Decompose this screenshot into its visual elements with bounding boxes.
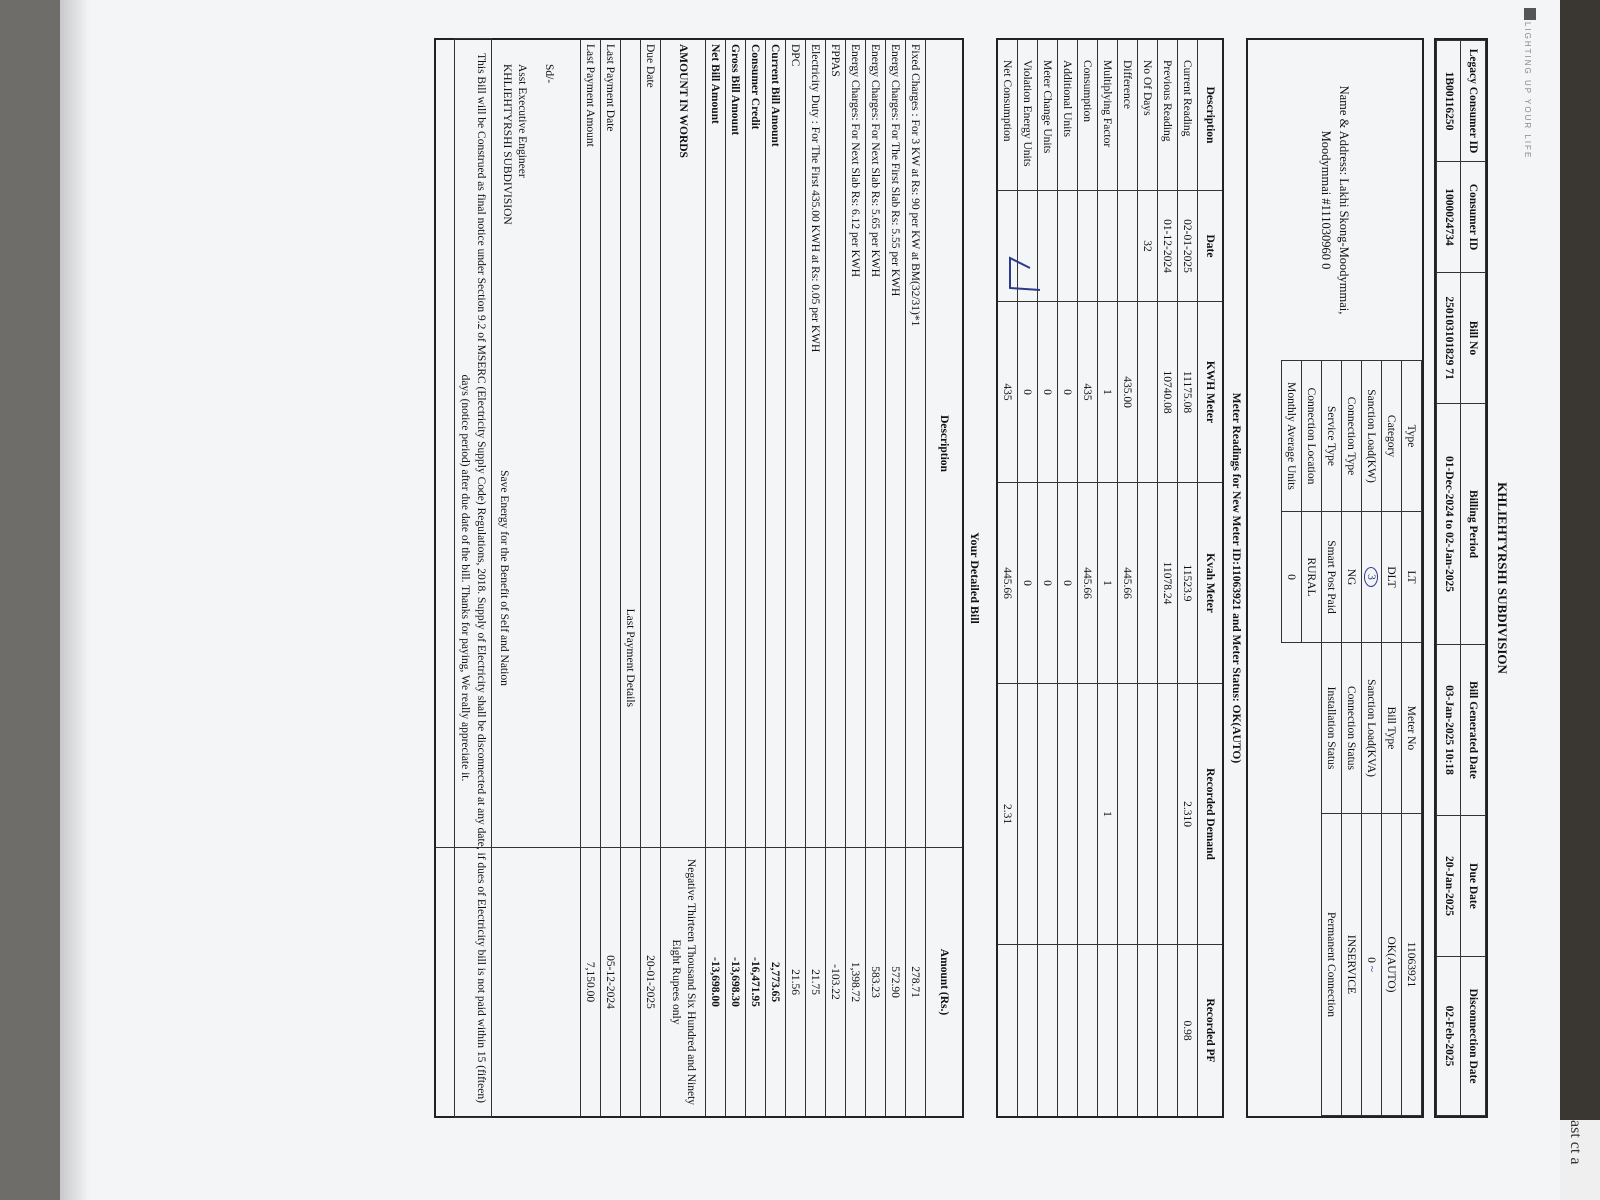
meter-cell: 445.66 bbox=[997, 483, 1018, 684]
info-label: Type bbox=[1402, 361, 1422, 512]
detail-row bbox=[706, 39, 726, 1117]
meter-col-header: Kvah Meter bbox=[1198, 483, 1224, 684]
last-payment-date-label: Last Payment Date bbox=[601, 39, 621, 848]
meter-cell bbox=[997, 945, 1018, 1118]
info-value: INSERVICE bbox=[1342, 814, 1362, 1116]
detail-row bbox=[826, 39, 846, 1117]
meter-cell: Meter Change Units bbox=[1038, 39, 1058, 191]
name-address-line2: Moodymmai #111030960 0 bbox=[1319, 130, 1333, 270]
last-payment-header-row bbox=[621, 39, 641, 1117]
meter-cell bbox=[1158, 684, 1178, 945]
detail-row bbox=[786, 39, 806, 1117]
detail-amount: -16,471.95 bbox=[746, 848, 766, 1118]
bill-generated-date: 03-Jan-2025 10:18 bbox=[1437, 645, 1462, 816]
info-value: RURAL bbox=[1302, 512, 1322, 643]
detail-amount: 583.23 bbox=[866, 848, 886, 1118]
signature-engineer: Asst Executive Engineer bbox=[516, 64, 528, 178]
due-date: 20-Jan-2025 bbox=[1437, 816, 1462, 957]
meter-cell: 445.66 bbox=[1078, 483, 1098, 684]
meter-cell bbox=[1118, 945, 1138, 1118]
meter-cell bbox=[1098, 945, 1118, 1118]
info-label: Installation Status bbox=[1322, 643, 1342, 814]
detail-amount: 572.90 bbox=[886, 848, 906, 1118]
last-payment-header: Last Payment Details bbox=[621, 39, 641, 848]
amount-in-words-row bbox=[661, 39, 706, 1117]
meter-cell: 11523.9 bbox=[1178, 483, 1198, 684]
meter-cell: Multiplying Factor bbox=[1098, 39, 1118, 191]
meter-cell: 11078.24 bbox=[1158, 483, 1178, 684]
header-labels bbox=[1461, 41, 1486, 1116]
detail-description: Energy Charges: For Next Slab Rs: 6.12 per KWH bbox=[846, 39, 866, 848]
info-value: Permanent Connection bbox=[1322, 814, 1342, 1116]
meter-col-header: Date bbox=[1198, 191, 1224, 302]
detail-description: Energy Charges: For The First Slab Rs: 5.55 per KWH bbox=[886, 39, 906, 848]
info-row bbox=[1402, 361, 1422, 1116]
meter-cell: 435.00 bbox=[1118, 302, 1138, 483]
info-label: Sanction Load(KW) bbox=[1362, 361, 1382, 512]
background-right bbox=[1560, 0, 1600, 1200]
meter-cell: 2.310 bbox=[1178, 684, 1198, 945]
info-label: Category bbox=[1382, 361, 1402, 512]
info-value: NG bbox=[1342, 512, 1362, 643]
meter-cell bbox=[1138, 945, 1158, 1118]
detail-row bbox=[886, 39, 906, 1117]
meter-cell bbox=[1058, 191, 1078, 302]
meter-col-header: Description bbox=[1198, 39, 1224, 191]
header-label: Consumer ID bbox=[1461, 162, 1486, 273]
meter-cell bbox=[1158, 945, 1178, 1118]
detail-amount: 21.75 bbox=[806, 848, 826, 1118]
logo-tagline: LIGHTING UP YOUR LIFE bbox=[1523, 22, 1532, 160]
due-date-row bbox=[641, 39, 661, 1117]
disconnection-date: 02-Feb-2025 bbox=[1437, 957, 1462, 1116]
meter-cell: Violation Energy Units bbox=[1018, 39, 1038, 191]
bill-number: 250103101829 71 bbox=[1437, 273, 1462, 404]
detail-description: FPPAS bbox=[826, 39, 846, 848]
detail-description: DPC bbox=[786, 39, 806, 848]
billing-period: 01-Dec-2024 to 02-Jan-2025 bbox=[1437, 404, 1462, 645]
detail-amount: 278.71 bbox=[906, 848, 926, 1118]
meter-cell: Additional Units bbox=[1058, 39, 1078, 191]
meter-cell: Consumption bbox=[1078, 39, 1098, 191]
sanction-load-value: 3 bbox=[1365, 567, 1379, 587]
meter-cell bbox=[1038, 945, 1058, 1118]
detail-header-row bbox=[926, 39, 964, 1117]
bill-document bbox=[210, 38, 1510, 1118]
meter-cell: Net Consumption bbox=[997, 39, 1018, 191]
info-empty bbox=[1302, 643, 1322, 814]
meter-cell: 435 bbox=[1078, 302, 1098, 483]
meter-cell: 1 bbox=[1098, 302, 1118, 483]
detail-description: Consumer Credit bbox=[746, 39, 766, 848]
detail-description: Current Bill Amount bbox=[766, 39, 786, 848]
info-value: DLT bbox=[1382, 512, 1402, 643]
detail-description: Gross Bill Amount bbox=[726, 39, 746, 848]
detail-amount: 21.56 bbox=[786, 848, 806, 1118]
meter-cell: 0 bbox=[1038, 302, 1058, 483]
meter-cell bbox=[1138, 302, 1158, 483]
detail-row bbox=[806, 39, 826, 1117]
meter-cell: 0 bbox=[1058, 302, 1078, 483]
last-payment-date-row bbox=[601, 39, 621, 1117]
info-label: Service Type bbox=[1322, 361, 1342, 512]
meter-cell: 435 bbox=[997, 302, 1018, 483]
background-strip bbox=[1560, 1120, 1600, 1200]
detail-description: Electricity Duty : For The First 435.00 KWH at Rs: 0.05 per KWH bbox=[806, 39, 826, 848]
amount-in-words-value: Negative Thirteen Thousand Six Hundred and Ninety Eight Rupees only bbox=[661, 848, 706, 1118]
detail-amount: 1,398.72 bbox=[846, 848, 866, 1118]
meter-row bbox=[1098, 39, 1118, 1117]
meter-cell: Difference bbox=[1118, 39, 1138, 191]
detail-row bbox=[766, 39, 786, 1117]
info-row bbox=[1362, 361, 1382, 1116]
detail-row bbox=[846, 39, 866, 1117]
info-value: 11063921 bbox=[1402, 814, 1422, 1116]
meter-cell bbox=[1058, 945, 1078, 1118]
info-value: OK(AUTO) bbox=[1382, 814, 1402, 1116]
detail-amount: -13,698.30 bbox=[726, 848, 746, 1118]
info-empty bbox=[1282, 814, 1302, 1116]
meter-cell: 0 bbox=[1018, 302, 1038, 483]
meter-header-row bbox=[1198, 39, 1224, 1117]
info-label: Monthly Average Units bbox=[1282, 361, 1302, 512]
footer-slogan: Save Energy for the Benefit of Self and Nation bbox=[498, 470, 510, 686]
last-payment-amount-label: Last Payment Amount bbox=[581, 39, 601, 848]
meter-row bbox=[1138, 39, 1158, 1117]
info-value bbox=[1362, 814, 1382, 1116]
meter-cell bbox=[1058, 684, 1078, 945]
meter-row bbox=[1178, 39, 1198, 1117]
consumer-id: 1000024734 bbox=[1437, 162, 1462, 273]
header-label: Bill Generated Date bbox=[1461, 645, 1486, 816]
detail-col-desc: Description bbox=[926, 39, 964, 848]
meter-row bbox=[1078, 39, 1098, 1117]
info-row bbox=[1322, 361, 1342, 1116]
detail-row bbox=[746, 39, 766, 1117]
meter-cell bbox=[1078, 191, 1098, 302]
meter-cell bbox=[1018, 945, 1038, 1118]
name-address-block bbox=[1248, 40, 1422, 360]
meter-row bbox=[1038, 39, 1058, 1117]
info-value: Smart Post Paid bbox=[1322, 512, 1342, 643]
meter-cell bbox=[1138, 684, 1158, 945]
meter-row bbox=[1018, 39, 1038, 1117]
header-label: Billing Period bbox=[1461, 404, 1486, 645]
header-label: Bill No bbox=[1461, 273, 1486, 404]
meter-cell: 10740.08 bbox=[1158, 302, 1178, 483]
info-value bbox=[1362, 512, 1382, 643]
signature-office: KHLIEHTYRSHI SUBDIVISION bbox=[501, 64, 513, 225]
due-date-label: Due Date bbox=[641, 39, 661, 848]
side-text: ast ct a bbox=[1567, 1120, 1584, 1165]
info-value: 0 bbox=[1282, 512, 1302, 643]
name-address-label: Name & Address: bbox=[1337, 85, 1351, 176]
meter-cell: 2.31 bbox=[997, 684, 1018, 945]
info-row bbox=[1302, 361, 1322, 1116]
meter-cell bbox=[1118, 684, 1138, 945]
header-label: Legacy Consumer ID bbox=[1461, 41, 1486, 162]
detailed-bill-table bbox=[434, 38, 964, 1118]
info-empty bbox=[1302, 814, 1322, 1116]
meter-cell: 1 bbox=[1098, 483, 1118, 684]
consumer-info bbox=[1246, 38, 1424, 1118]
last-payment-date-value: 05-12-2024 bbox=[601, 848, 621, 1118]
meter-row bbox=[1158, 39, 1178, 1117]
meter-readings-table bbox=[996, 38, 1224, 1118]
meter-cell: 32 bbox=[1138, 191, 1158, 302]
meter-cell: 01-12-2024 bbox=[1158, 191, 1178, 302]
meter-col-header: Recorded Demand bbox=[1198, 684, 1224, 945]
meter-cell bbox=[1018, 191, 1038, 302]
meter-col-header: Recorded PF bbox=[1198, 945, 1224, 1118]
meter-cell: Current Reading bbox=[1178, 39, 1198, 191]
header-label: Disconnection Date bbox=[1461, 957, 1486, 1116]
info-label: Sanction Load(KVA) bbox=[1362, 643, 1382, 814]
connection-info-table bbox=[1281, 360, 1422, 1116]
detail-description: Energy Charges: For Next Slab Rs: 5.65 per KWH bbox=[866, 39, 886, 848]
info-label: Connection Status bbox=[1342, 643, 1362, 814]
meter-cell bbox=[1078, 945, 1098, 1118]
meter-cell bbox=[1018, 684, 1038, 945]
paper-shadow bbox=[60, 0, 90, 1200]
meter-cell: 11175.08 bbox=[1178, 302, 1198, 483]
detail-row bbox=[866, 39, 886, 1117]
logo-mark bbox=[1524, 8, 1536, 20]
meter-readings-title: Meter Readings for New Meter ID:11063921 and Meter Status: OK(AUTO) bbox=[1230, 392, 1242, 764]
due-date-value: 20-01-2025 bbox=[641, 848, 661, 1118]
meter-cell: 445.66 bbox=[1118, 483, 1138, 684]
last-payment-amount-value: 7,150.00 bbox=[581, 848, 601, 1118]
meter-cell bbox=[1078, 684, 1098, 945]
pen-tick-icon: ~ bbox=[1365, 965, 1378, 972]
detail-col-amount: Amount (Rs.) bbox=[926, 848, 964, 1118]
bill-header bbox=[1434, 38, 1488, 1118]
signature-sd: Sd/- bbox=[543, 64, 555, 84]
detail-amount: -103.22 bbox=[826, 848, 846, 1118]
info-row bbox=[1342, 361, 1362, 1116]
meter-cell bbox=[1038, 684, 1058, 945]
detail-row bbox=[906, 39, 926, 1117]
name-address-line1: Lakhi Skong-Moodymmai, bbox=[1337, 178, 1351, 315]
info-label: Meter No bbox=[1402, 643, 1422, 814]
meter-cell bbox=[1098, 191, 1118, 302]
info-row bbox=[1282, 361, 1302, 1116]
amount-in-words-label: AMOUNT IN WORDS bbox=[661, 39, 706, 848]
meter-cell: No Of Days bbox=[1138, 39, 1158, 191]
detail-amount: 2,773.65 bbox=[766, 848, 786, 1118]
info-label: Connection Location bbox=[1302, 361, 1322, 512]
meter-cell: 0.98 bbox=[1178, 945, 1198, 1118]
legacy-consumer-id: 1B00116250 bbox=[1437, 41, 1462, 162]
header-label: Due Date bbox=[1461, 816, 1486, 957]
bill-title: KHLIEHTYRSHI SUBDIVISION bbox=[1495, 482, 1510, 674]
meter-row bbox=[997, 39, 1018, 1117]
info-row bbox=[1382, 361, 1402, 1116]
meter-cell: Previous Reading bbox=[1158, 39, 1178, 191]
meter-cell: 0 bbox=[1018, 483, 1038, 684]
sanction-kva-value: 0 bbox=[1365, 957, 1378, 963]
detailed-bill-title: Your Detailed Bill bbox=[968, 532, 982, 624]
meter-cell bbox=[1118, 191, 1138, 302]
detail-description: Fixed Charges : For 3 KW at Rs: 90 per KW at BM(32/31)*1 bbox=[906, 39, 926, 848]
header-values bbox=[1437, 41, 1462, 1116]
meter-cell: 1 bbox=[1098, 684, 1118, 945]
detail-row bbox=[726, 39, 746, 1117]
detail-amount: -13,698.00 bbox=[706, 848, 726, 1118]
meter-col-header: KWH Meter bbox=[1198, 302, 1224, 483]
meter-row bbox=[1058, 39, 1078, 1117]
meter-cell: 0 bbox=[1038, 483, 1058, 684]
info-empty bbox=[1282, 643, 1302, 814]
meter-cell: 0 bbox=[1058, 483, 1078, 684]
last-payment-amount-row bbox=[581, 39, 601, 1117]
detail-body bbox=[706, 39, 926, 1117]
meter-cell bbox=[1038, 191, 1058, 302]
detail-description: Net Bill Amount bbox=[706, 39, 726, 848]
meter-cell: 02-01-2025 bbox=[1178, 191, 1198, 302]
meter-cell bbox=[1138, 483, 1158, 684]
info-label: Bill Type bbox=[1382, 643, 1402, 814]
disconnection-notice: This Bill will be Construed as final notice under Section 9.2 of MSERC (Electricity Supply Code) Regulations, 2018. Supply of Electricity shall be disconnected at any date, if dues of Electricity bill is not paid within 15 (fifteen) days (notice period) after due date of the bill. Thanks for paying, We really appreciate it. bbox=[454, 38, 492, 1118]
info-label: Connection Type bbox=[1342, 361, 1362, 512]
meter-body bbox=[997, 39, 1198, 1117]
last-payment-header-empty bbox=[621, 848, 641, 1118]
meter-cell bbox=[997, 191, 1018, 302]
info-value: LT bbox=[1402, 512, 1422, 643]
meter-row bbox=[1118, 39, 1138, 1117]
